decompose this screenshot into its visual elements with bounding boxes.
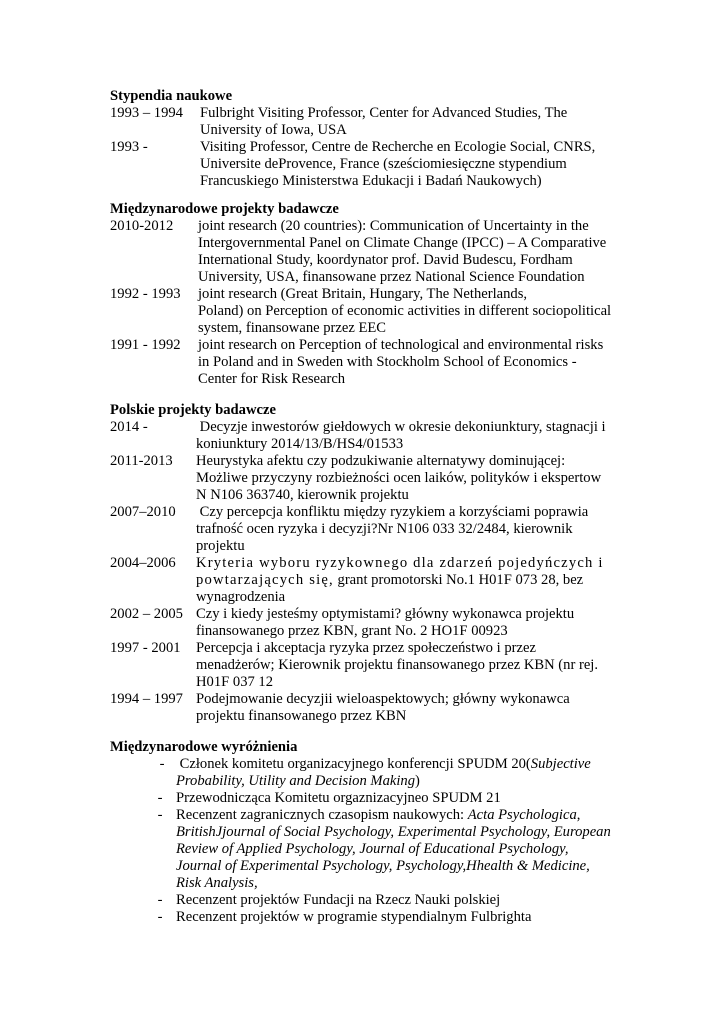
- entry-line: joint research (Great Britain, Hungary, The Netherlands,: [198, 286, 528, 302]
- entry-line: joint research on Perception of technological and environmental risks: [198, 337, 604, 353]
- list-item-text: [176, 790, 501, 807]
- entry-line-part: Review of Applied Psychology, Journal of Educational Psychology,: [176, 841, 569, 857]
- entry-line: International Study, koordynator prof. David Budescu, Fordham: [198, 252, 573, 268]
- entry-date: 1991 - 1992: [110, 337, 181, 353]
- entry-date: 2002 – 2005: [110, 606, 183, 622]
- entry-line: projektu: [196, 538, 245, 554]
- entry-date: 2004–2006: [110, 555, 176, 571]
- entry-date: 2007–2010: [110, 504, 176, 520]
- entry-line: Poland) on Perception of economic activities in different sociopolitical: [198, 303, 612, 319]
- entry-line: Universite deProvence, France (sześciomiesięczne stypendium: [200, 156, 567, 172]
- list-item: [110, 453, 630, 504]
- section-heading: Polskie projekty badawcze: [110, 402, 276, 418]
- entry-date: 2010-2012: [110, 218, 174, 234]
- entry-line: Czy percepcja konfliktu między ryzykiem a korzyściami poprawia: [196, 504, 589, 520]
- entry-line: Czy i kiedy jesteśmy optymistami? główny wykonawca projektu: [196, 606, 575, 622]
- entry-description: [196, 504, 588, 555]
- list-item-text: [176, 909, 531, 926]
- section-polish-projects: [110, 402, 630, 725]
- entry-description: [196, 606, 574, 640]
- entry-description: [196, 640, 598, 691]
- list-item: [110, 606, 630, 640]
- entry-date: 1992 - 1993: [110, 286, 181, 302]
- entry-description: [200, 105, 567, 139]
- entry-line-part: BritishJjournal of Social Psychology, Experimental Psychology, European: [176, 824, 611, 840]
- entry-line: [176, 841, 611, 858]
- list-item: [110, 807, 630, 892]
- entry-line: Francuskiego Ministerstwa Edukacji i Badań Naukowych): [200, 173, 542, 189]
- entry-line: Przewodnicząca Komitetu orgaznizacyjneo SPUDM 21: [176, 790, 501, 806]
- entry-description: [196, 453, 601, 504]
- bullet-dash: -: [157, 909, 163, 925]
- entry-date: 2014 -: [110, 419, 148, 435]
- entry-date: 1997 - 2001: [110, 640, 181, 656]
- entry-line-part: Subjective: [530, 756, 591, 772]
- entry-line: [176, 824, 611, 841]
- list-item: [110, 504, 630, 555]
- list-item: [110, 756, 630, 790]
- section-heading: Międzynarodowe projekty badawcze: [110, 201, 339, 217]
- entry-line-part: ,: [576, 807, 581, 823]
- entry-line: Percepcja i akceptacja ryzyka przez społeczeństwo i przez: [196, 640, 536, 656]
- entry-line: projektu finansowanego przez KBN: [196, 708, 407, 724]
- entry-line: [176, 875, 611, 892]
- list-item: [110, 691, 630, 725]
- list-item: [110, 286, 630, 337]
- entry-date: 1994 – 1997: [110, 691, 183, 707]
- entry-line: koniunktury 2014/13/B/HS4/01533: [196, 436, 404, 452]
- entry-line: N N106 363740, kierownik projektu: [196, 487, 409, 503]
- bullet-dash: -: [159, 756, 165, 772]
- section-stypendia: [110, 88, 630, 190]
- bullet-dash: -: [157, 790, 163, 806]
- entry-line: University, USA, finansowane przez National Science Foundation: [198, 269, 585, 285]
- entry-line: Intergovernmental Panel on Climate Change (IPCC) – A Comparative: [198, 235, 607, 251]
- entry-line-part: ): [415, 773, 420, 789]
- entry-line-part: powtarzających się,: [196, 572, 334, 588]
- entry-description: [196, 555, 604, 606]
- list-item: [110, 337, 630, 388]
- bullet-dash: -: [157, 807, 163, 823]
- list-item: [110, 892, 630, 909]
- list-item-text: [176, 756, 591, 790]
- entry-line-part: Risk Analysis,: [176, 875, 258, 891]
- entry-line: Podejmowanie decyzjii wieloaspektowych; główny wykonawca: [196, 691, 570, 707]
- entry-description: [196, 419, 606, 453]
- entry-line: Fulbright Visiting Professor, Center for Advanced Studies, The: [200, 105, 568, 121]
- list-item: [110, 909, 630, 926]
- entry-line: in Poland and in Sweden with Stockholm School of Economics -: [198, 354, 577, 370]
- entry-line: Możliwe przyczyny rozbieżności ocen laików, polityków i ekspertow: [196, 470, 602, 486]
- entry-line: Decyzje inwestorów giełdowych w okresie dekoniunktury, stagnacji i: [196, 419, 606, 435]
- entry-line: Visiting Professor, Centre de Recherche en Ecologie Social, CNRS,: [200, 139, 596, 155]
- entry-line: menadżerów; Kierownik projektu finansowanego przez KBN (nr rej.: [196, 657, 598, 673]
- list-item-text: [176, 892, 500, 909]
- entry-date: 1993 – 1994: [110, 105, 183, 121]
- section-international-awards: [110, 739, 630, 926]
- entry-line: wynagrodzenia: [196, 589, 286, 605]
- list-item: [110, 555, 630, 606]
- entry-line-part: Journal of Experimental Psychology, Psychology,Hhealth & Medicine,: [176, 858, 590, 874]
- entry-line-part: Acta Psychologica: [467, 807, 577, 823]
- entry-line: [176, 858, 611, 875]
- entry-date: 2011-2013: [110, 453, 173, 469]
- entry-line: joint research (20 countries): Communication of Uncertainty in the: [198, 218, 589, 234]
- entry-description: [196, 691, 570, 725]
- entry-line-part: Probability, Utility and Decision Making: [176, 773, 416, 789]
- entry-description: [198, 286, 611, 337]
- entry-line: trafność ocen ryzyka i decyzji?Nr N106 033 32/2484, kierownik: [196, 521, 573, 537]
- entry-line-part: Członek komitetu organizacyjnego konferencji SPUDM 20(: [176, 756, 531, 772]
- section-heading: Międzynarodowe wyróżnienia: [110, 739, 298, 755]
- list-item: [110, 419, 630, 453]
- entry-line: [196, 572, 604, 589]
- entry-description: [198, 218, 606, 286]
- list-item: [110, 790, 630, 807]
- entry-description: [200, 139, 595, 190]
- entry-date: 1993 -: [110, 139, 148, 155]
- entry-line-part: Recenzent zagranicznych czasopism naukowych:: [176, 807, 468, 823]
- entry-line: H01F 037 12: [196, 674, 274, 690]
- bullet-dash: -: [157, 892, 163, 908]
- section-international-projects: [110, 201, 630, 388]
- entry-line: Recenzent projektów w programie stypendialnym Fulbrighta: [176, 909, 532, 925]
- entry-line: [176, 756, 591, 773]
- entry-line: Kryteria wyboru ryzykownego dla zdarzeń pojedyńczych i: [196, 555, 604, 571]
- entry-line: University of Iowa, USA: [200, 122, 347, 138]
- entry-line: Center for Risk Research: [198, 371, 346, 387]
- list-item-text: [176, 807, 611, 892]
- list-item: [110, 105, 630, 139]
- list-item: [110, 139, 630, 190]
- entry-description: [198, 337, 603, 388]
- entry-line: [176, 807, 611, 824]
- entry-line: system, finansowane przez EEC: [198, 320, 387, 336]
- entry-line: Recenzent projektów Fundacji na Rzecz Nauki polskiej: [176, 892, 501, 908]
- entry-line: Heurystyka afektu czy podzukiwanie alternatywy dominującej:: [196, 453, 566, 469]
- list-item: [110, 640, 630, 691]
- entry-line: finansowanego przez KBN, grant No. 2 HO1F 00923: [196, 623, 508, 639]
- entry-line-part: grant promotorski No.1 H01F 073 28, bez: [333, 572, 584, 588]
- entry-line: [176, 773, 591, 790]
- list-item: [110, 218, 630, 286]
- section-heading: Stypendia naukowe: [110, 88, 233, 104]
